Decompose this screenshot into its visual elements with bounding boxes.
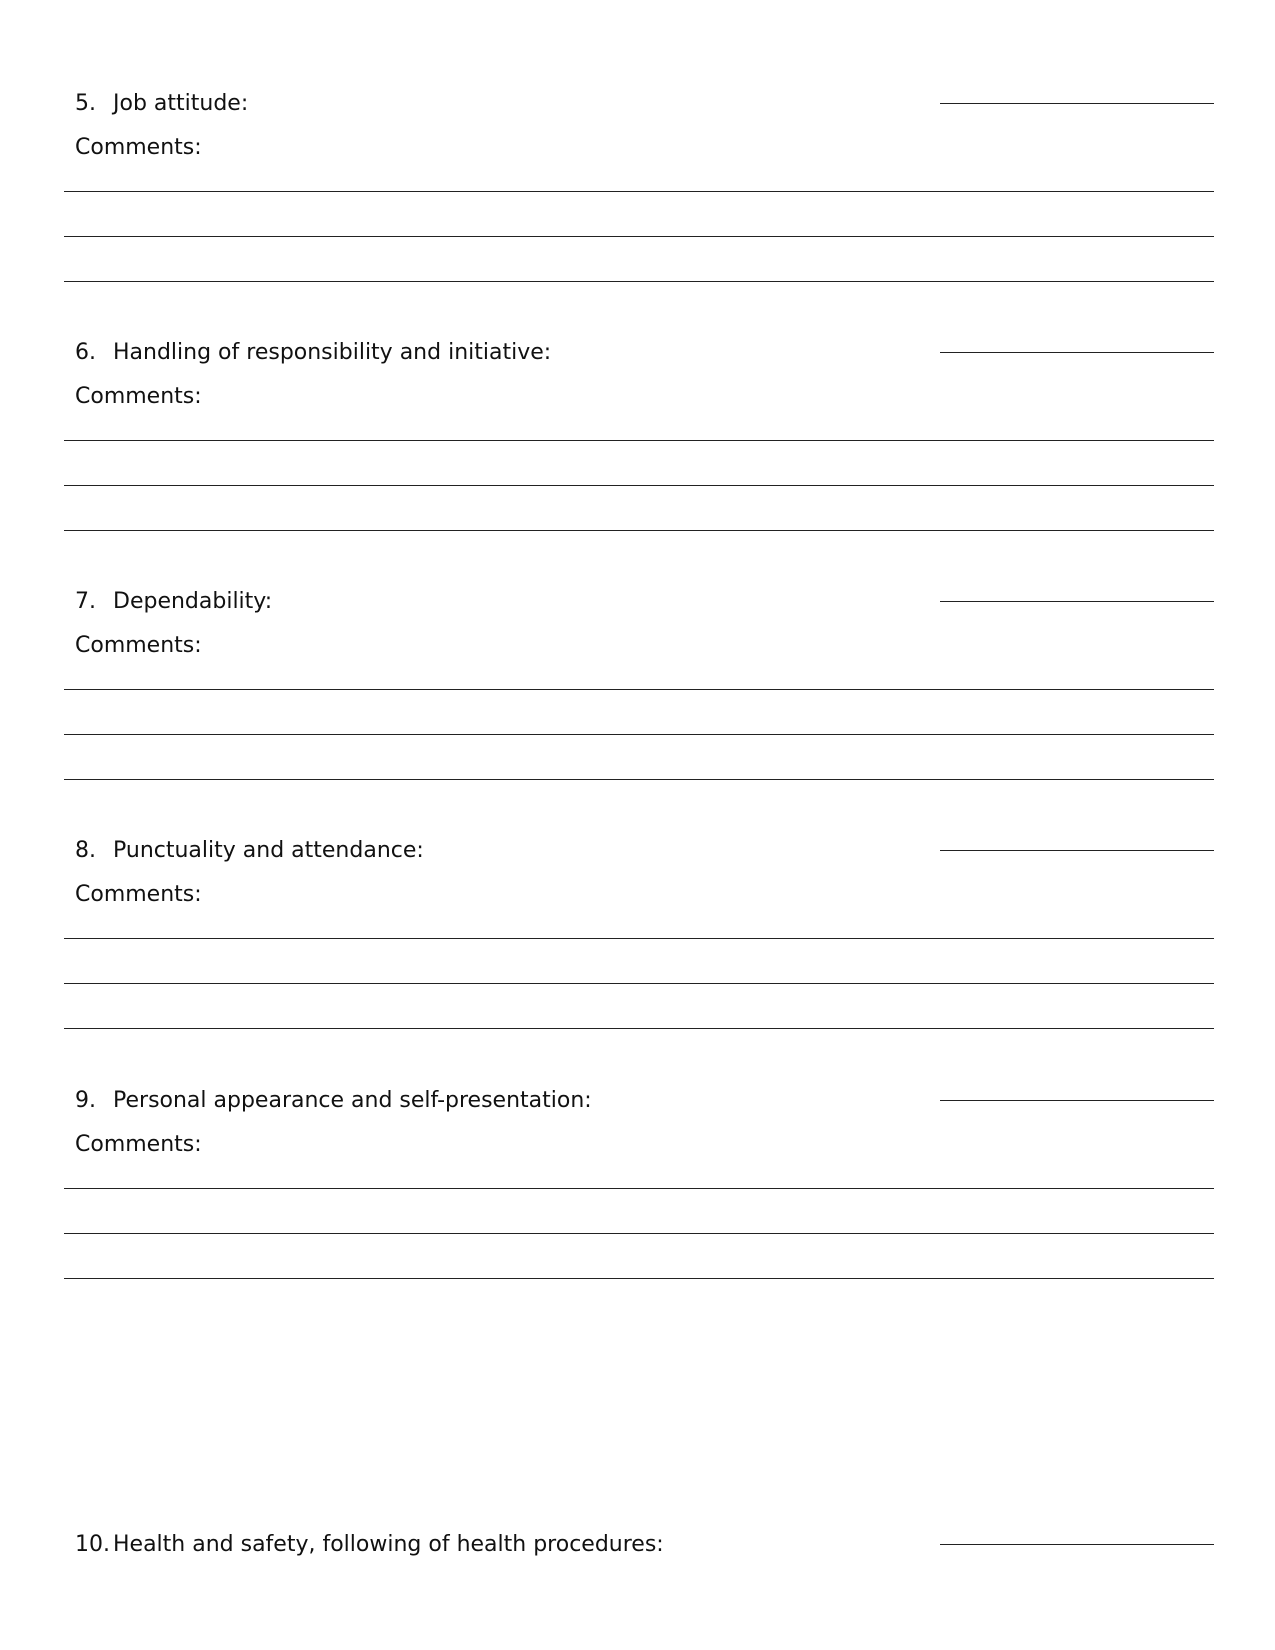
rating-blank[interactable]: [940, 103, 1214, 104]
question-label: Handling of responsibility and initiative:: [113, 340, 552, 365]
comment-line-1[interactable]: [64, 1188, 1214, 1189]
comment-line-3[interactable]: [64, 1278, 1214, 1279]
rating-blank[interactable]: [940, 601, 1214, 602]
comment-line-2[interactable]: [64, 236, 1214, 237]
question-number: 5.: [75, 91, 96, 116]
evaluation-item-9: [0, 1084, 1275, 1314]
evaluation-item-10: [0, 1528, 1275, 1588]
question-row: [75, 1084, 1215, 1118]
question-label: Job attitude:: [113, 91, 249, 116]
question-number: 9.: [75, 1088, 96, 1113]
evaluation-item-5: [0, 87, 1275, 317]
rating-blank[interactable]: [940, 1100, 1214, 1101]
rating-blank[interactable]: [940, 352, 1214, 353]
comment-line-3[interactable]: [64, 530, 1214, 531]
question-row: [75, 834, 1215, 868]
comment-line-2[interactable]: [64, 983, 1214, 984]
comment-line-2[interactable]: [64, 1233, 1214, 1234]
question-label: Personal appearance and self-presentation:: [113, 1088, 592, 1113]
rating-blank[interactable]: [940, 850, 1214, 851]
comments-label: Comments:: [75, 882, 202, 907]
question-label: Health and safety, following of health procedures:: [113, 1532, 664, 1557]
comment-line-2[interactable]: [64, 734, 1214, 735]
question-row: [75, 87, 1215, 121]
comment-line-2[interactable]: [64, 485, 1214, 486]
question-number: 8.: [75, 838, 96, 863]
comments-label: Comments:: [75, 1132, 202, 1157]
question-number: 10.: [75, 1532, 110, 1557]
comment-line-1[interactable]: [64, 440, 1214, 441]
comments-label: Comments:: [75, 633, 202, 658]
comment-line-3[interactable]: [64, 281, 1214, 282]
evaluation-item-7: [0, 585, 1275, 815]
question-label: Punctuality and attendance:: [113, 838, 424, 863]
evaluation-item-6: [0, 336, 1275, 566]
question-label: Dependability:: [113, 589, 273, 614]
comment-line-3[interactable]: [64, 1028, 1214, 1029]
evaluation-item-8: [0, 834, 1275, 1064]
question-row: [75, 1528, 1215, 1562]
question-number: 7.: [75, 589, 96, 614]
rating-blank[interactable]: [940, 1544, 1214, 1545]
question-row: [75, 585, 1215, 619]
comments-label: Comments:: [75, 384, 202, 409]
question-row: [75, 336, 1215, 370]
comment-line-3[interactable]: [64, 779, 1214, 780]
comment-line-1[interactable]: [64, 191, 1214, 192]
question-number: 6.: [75, 340, 96, 365]
comments-label: Comments:: [75, 135, 202, 160]
comment-line-1[interactable]: [64, 938, 1214, 939]
comment-line-1[interactable]: [64, 689, 1214, 690]
